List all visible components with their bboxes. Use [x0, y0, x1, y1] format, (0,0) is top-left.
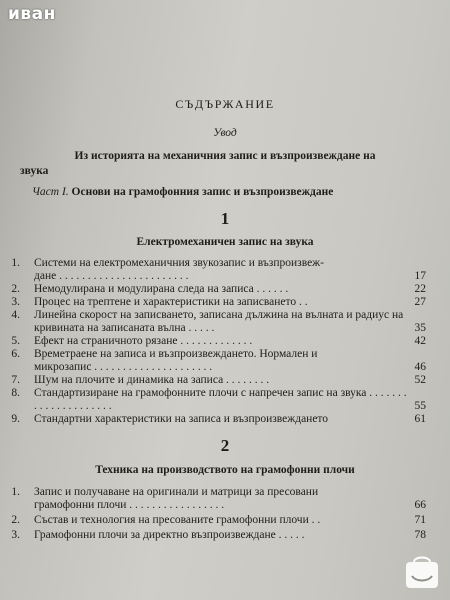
history-line-2: звука [20, 165, 49, 177]
toc-page-number: 46 [414, 361, 426, 373]
toc-text-line: Стандартизиране на грамофонните плочи с напречен запис на звука . . . . . . . . . . . . . . . . . . . . . [34, 387, 407, 412]
toc-text-line: Немодулирана и модулирана следа на записа . . . . . . [34, 283, 289, 295]
toc-text-line: Запис и получаване на оригинали и матрици за пресовани [34, 486, 319, 498]
toc-page-number: 35 [414, 322, 426, 334]
toc-number: 7. [11, 374, 20, 386]
page-title: СЪДЪРЖАНИЕ [175, 97, 275, 111]
toc-number: 5. [11, 335, 20, 347]
toc-page-number: 71 [414, 514, 426, 526]
history-line-1: Из историята на механичния запис и възпроизвеждане на [74, 150, 376, 162]
part-title: Основи на грамофонния запис и възпроизвеждане [71, 186, 334, 198]
toc-text-line: Ефект на страничното рязане . . . . . . . . . . . . . [34, 335, 253, 347]
toc-page-number: 17 [414, 270, 426, 282]
toc-text-line: Шум на плочите и динамика на записа . . . . . . . . [34, 374, 270, 386]
chapter-2-title: Техника на производството на грамофонни плочи [95, 464, 355, 476]
toc-text-line: Грамофонни плочи за директно възпроизвеждане . . . . . [34, 529, 305, 541]
toc-page-number: 66 [414, 499, 426, 511]
toc-text-line: Стандартни характеристики на записа и възпроизвеждането [34, 413, 329, 425]
toc-number: 2. [11, 283, 20, 295]
bazar-logo [400, 556, 444, 596]
part-prefix: Част I. [32, 186, 69, 198]
toc-number: 3. [11, 296, 20, 308]
toc-number: 1. [11, 257, 20, 269]
toc-text-line: Времетраене на записа и възпроизвеждането. Нормален и [34, 348, 318, 360]
toc-number: 9. [11, 413, 20, 425]
toc-number: 4. [11, 309, 20, 321]
toc-number: 3. [11, 529, 20, 541]
toc-page-number: 52 [414, 374, 426, 386]
toc-page-number: 55 [414, 400, 426, 412]
toc-text-line: дане . . . . . . . . . . . . . . . . . . . . . . . [34, 270, 189, 282]
toc-page-number: 78 [414, 529, 426, 541]
toc-text-line: Линейна скорост на записването, записана дължина на вълната и радиус на кривината на записаната вълна . . . . . [34, 309, 404, 334]
chapter-1-number: 1 [220, 209, 230, 228]
toc-number: 8. [11, 387, 20, 399]
toc-number: 2. [11, 514, 20, 526]
chapter-1-title: Електромеханичен запис на звука [136, 236, 314, 248]
chapter-2-number: 2 [220, 436, 230, 455]
toc-page-number: 61 [414, 413, 426, 425]
toc-text-line: грамофонни плочи . . . . . . . . . . . . . . . . . [34, 499, 225, 511]
toc-number: 6. [11, 348, 20, 360]
intro-entry: Увод [213, 127, 237, 139]
toc-number: 1. [11, 486, 20, 498]
watermark-text: иван [8, 4, 56, 24]
toc-text-line: Системи на електромеханичния звукозапис и възпроизвеж- [34, 257, 324, 269]
toc-text-line: микрозапис . . . . . . . . . . . . . . . . . . . . . [34, 361, 213, 373]
part-heading [32, 186, 333, 198]
toc-text-line: Процес на трептене и характеристики на записването . . [34, 296, 308, 308]
toc-text-line: Състав и технология на пресованите грамофонни плочи . . [34, 514, 321, 526]
toc-page-number: 27 [414, 296, 426, 308]
toc-page-number: 22 [414, 283, 426, 295]
toc-page-number: 42 [414, 335, 426, 347]
